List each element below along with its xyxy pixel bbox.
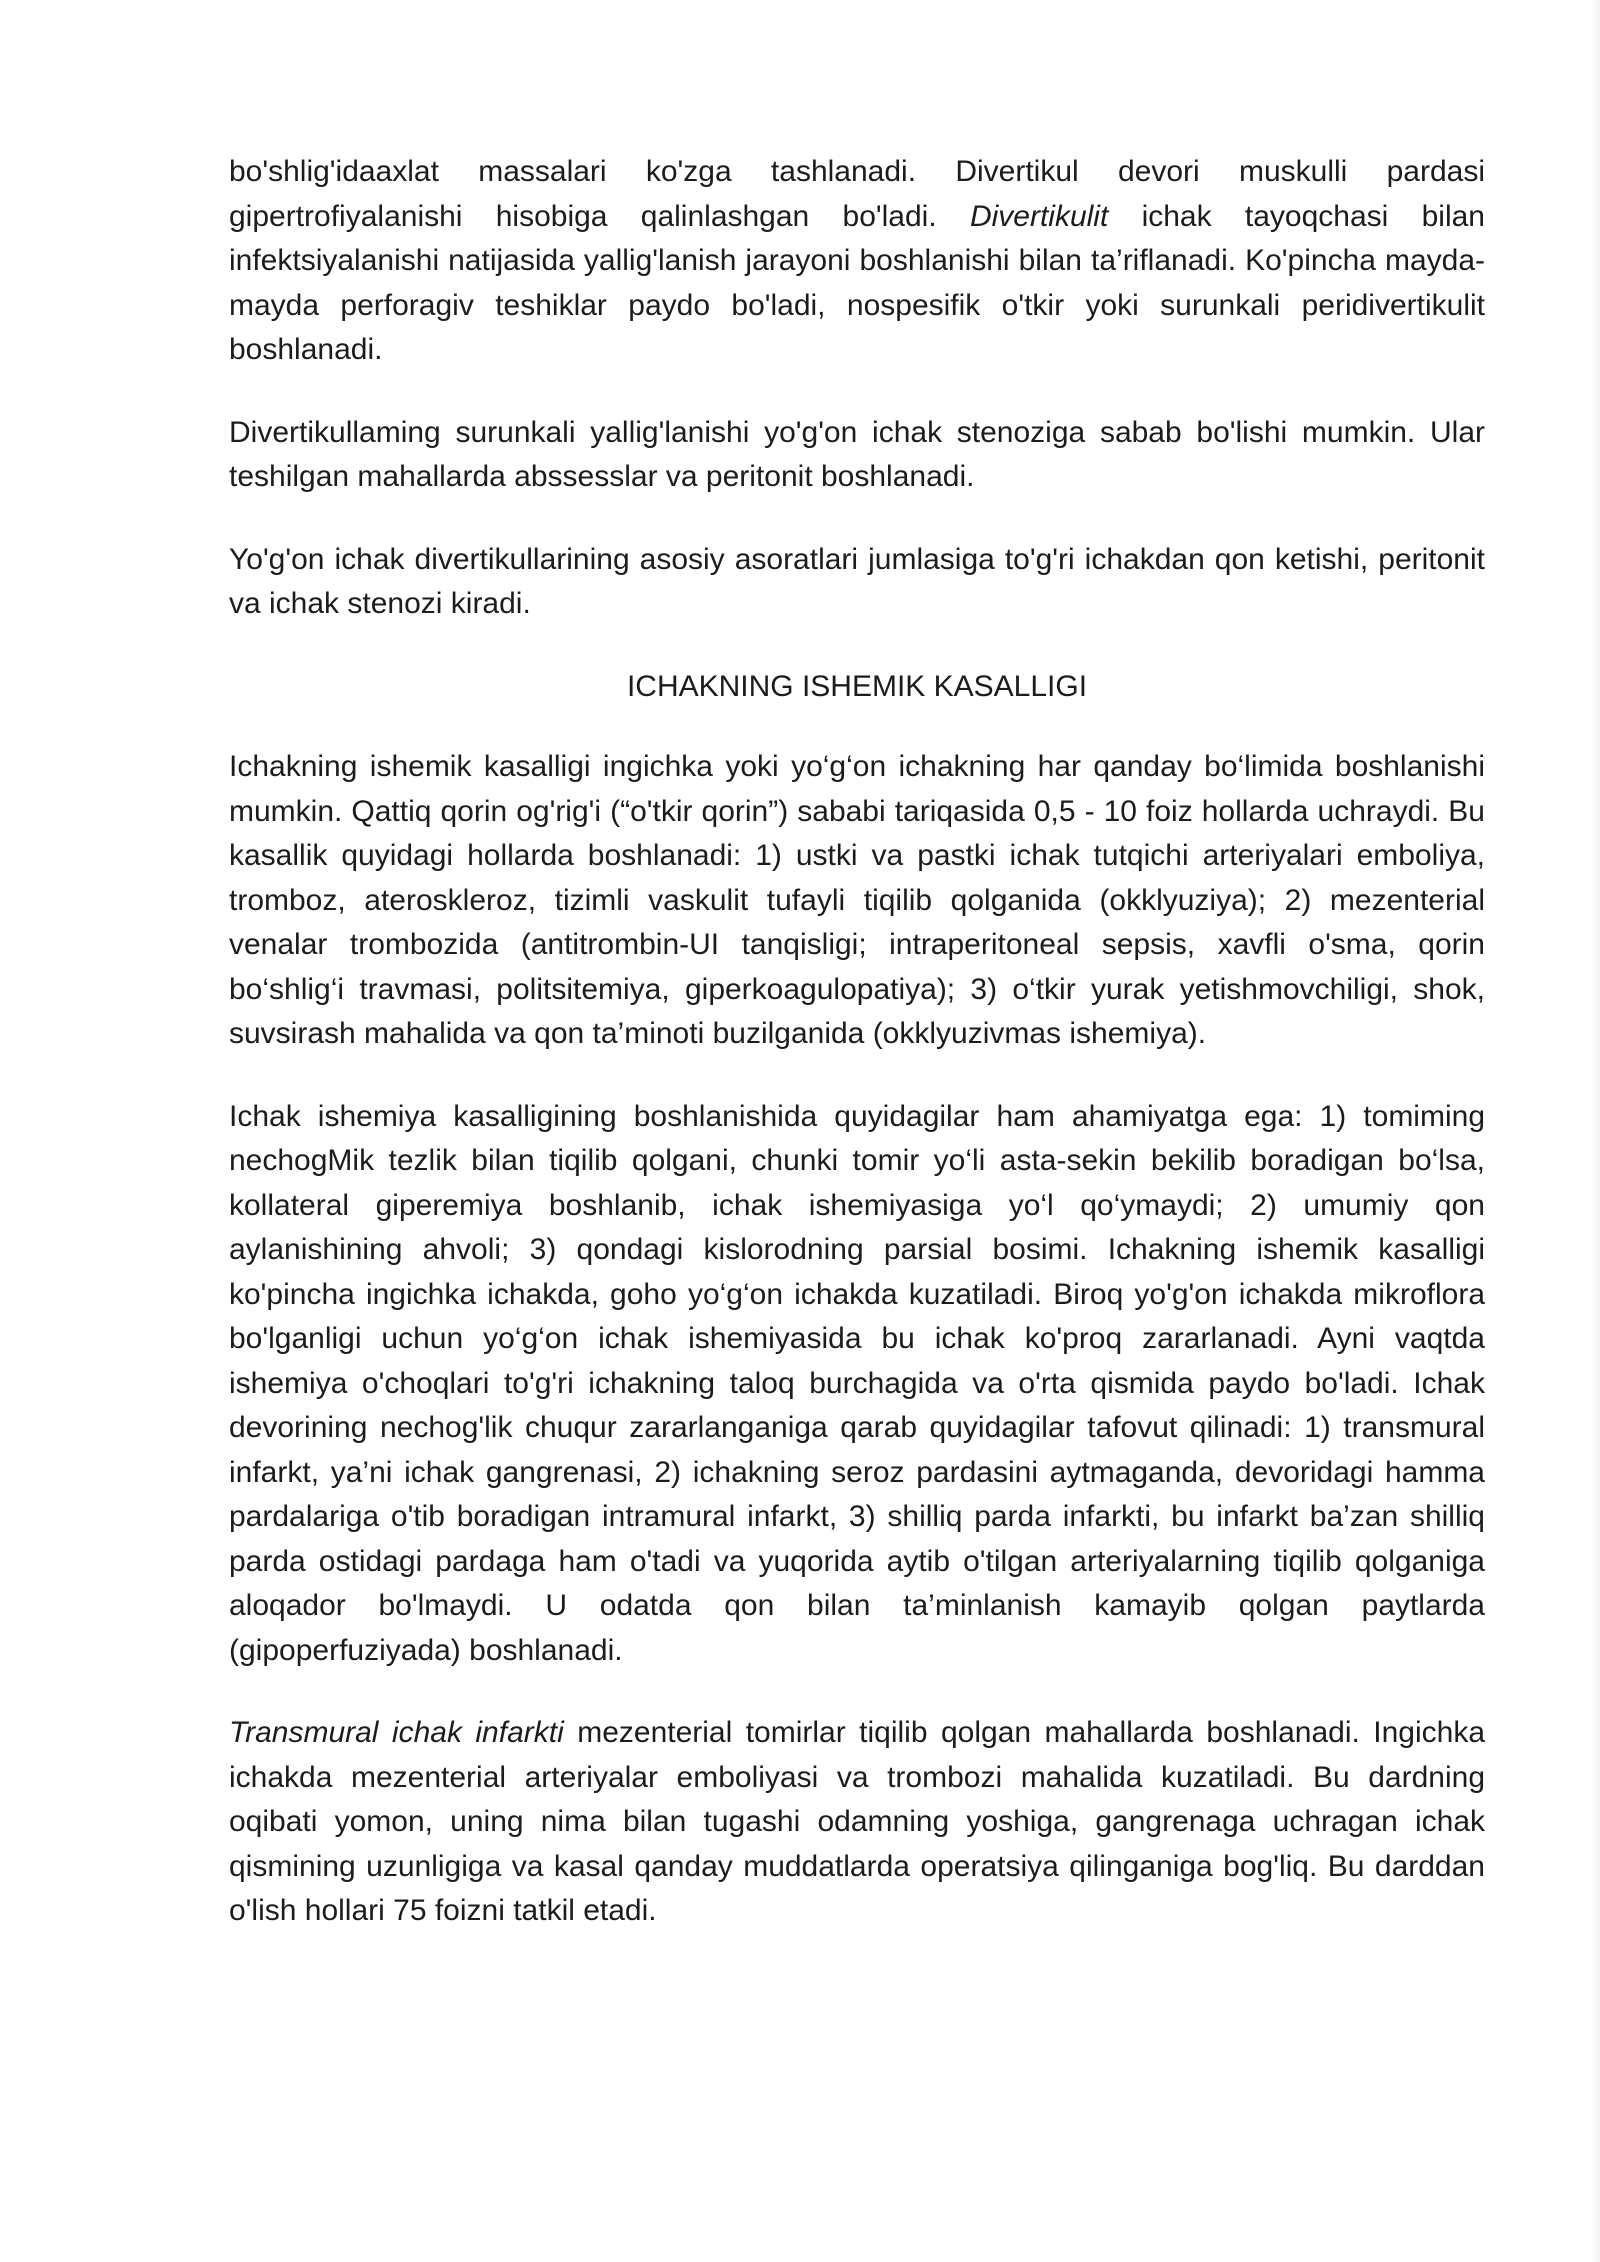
paragraph-stenoz: Divertikullaming surunkali yallig'lanishi yo'g'on ichak stenoziga sabab bo'lishi mumkin. Ular teshilgan mahallarda abssesslar va peritonit boshlanadi. [229, 415, 1485, 493]
paragraph-divertikulit [229, 150, 1485, 373]
paragraph-text: ichak tayoqchasi bilan infektsiyalanishi natijasida yallig'lanish jarayoni boshlanishi bilan ta’riflanadi. Ko'pincha mayda-mayda perforagiv teshiklar paydo bo'ladi, nospesifik o'tkir yoki surunkali peridivertikulit boshlanadi. [229, 199, 1485, 366]
paragraph-ishemik-kasallik: Ichakning ishemik kasalligi ingichka yoki yo‘g‘on ichakning har qanday bo‘limida boshlanishi mumkin. Qattiq qorin og'rig'i (“o'tkir qorin”) sababi tariqasida 0,5 - 10 foiz hollarda uchraydi. Bu kasallik quyidagi hollarda boshlanadi: 1) ustki va pastki ichak tutqichi arteriyalari emboliya, tromboz, ateroskleroz, tizimli vaskulit tufayli tiqilib qolganida (okklyuziya); 2) mezenterial venalar trombozida (antitrombin-UI tanqisligi; intraperitoneal sepsis, xavfli o'sma, qorin bo‘shlig‘i travmasi, politsitemiya, giperkoagulopatiya); 3) o‘tkir yurak yetishmovchiligi, shok, suvsirash mahalida va qon ta’minoti buzilganida (okklyuzivmas ishemiya). [229, 750, 1485, 1050]
paragraph-transmural-infarkt [229, 1711, 1485, 1934]
italic-term-transmural: Transmural ichak infarkti [229, 1716, 564, 1749]
paragraph-text: mezenterial tomirlar tiqilib qolgan mahallarda boshlanadi. Ingichka ichakda mezenterial arteriyalar emboliyasi va trombozi mahalida kuzatiladi. Bu dardning oqibati yomon, uning nima bilan tugashi odamning yoshiga, gangrenaga uchragan ichak qismining uzunligiga va kasal qanday muddatlarda operatsiya qilinganiga bog'liq. Bu darddan o'lish hollari 75 foizni tatkil etadi. [229, 1716, 1486, 1927]
section-heading: ICHAKNING ISHEMIK KASALLIGI [626, 669, 1088, 703]
paragraph-ishemiya-boshlanishi: Ichak ishemiya kasalligining boshlanishida quyidagilar ham ahamiyatga ega: 1) tomiming nechogMik tezlik bilan tiqilib qolgani, chunki tomir yo‘li asta-sekin bekilib boradigan bo‘lsa, kollateral giperemiya boshlanib, ichak ishemiyasiga yo‘l qo‘ymaydi; 2) umumiy qon aylanishining ahvoli; 3) qondagi kislorodning parsial bosimi. Ichakning ishemik kasalligi ko'pincha ingichka ichakda, goho yo‘g‘on ichakda kuzatiladi. Biroq yo'g'on ichakda mikroflora bo'lganligi uchun yo‘g‘on ichak ishemiyasida bu ichak ko'proq zararlanadi. Ayni vaqtda ishemiya o'choqlari to'g'ri ichakning taloq burchagida va o'rta qismida paydo bo'ladi. Ichak devorining nechog'lik chuqur zararlanganiga qarab quyidagilar tafovut qilinadi: 1) transmural infarkt, ya’ni ichak gangrenasi, 2) ichakning seroz pardasini aytmaganda, devoridagi hamma pardalariga o'tib boradigan intramural infarkt, 3) shilliq parda infarkti, bu infarkt ba’zan shilliq parda ostidagi pardaga ham o'tadi va yuqorida aytib o'tilgan arteriyalarning tiqilib qolganiga aloqador bo'lmaydi. U odatda qon bilan ta’minlanish kamayib qolgan paytlarda (gipoperfuziyada) boshlanadi. [229, 1099, 1485, 1667]
page-edge-shadow [1590, 0, 1600, 2262]
document-page [229, 150, 1485, 1972]
italic-term-divertikulit: Divertikulit [969, 199, 1109, 233]
paragraph-text: bo'shlig'idaaxlat massalari ko'zga tashlanadi. Divertikul devori muskulli pardasi gipertrofiyalanishi hisobiga qalinlashgan bo'ladi. [229, 155, 1485, 233]
paragraph-asoratlar: Yo'g'on ichak divertikullarining asosiy asoratlari jumlasiga to'g'ri ichakdan qon ketishi, peritonit va ichak stenozi kiradi. [229, 542, 1485, 620]
